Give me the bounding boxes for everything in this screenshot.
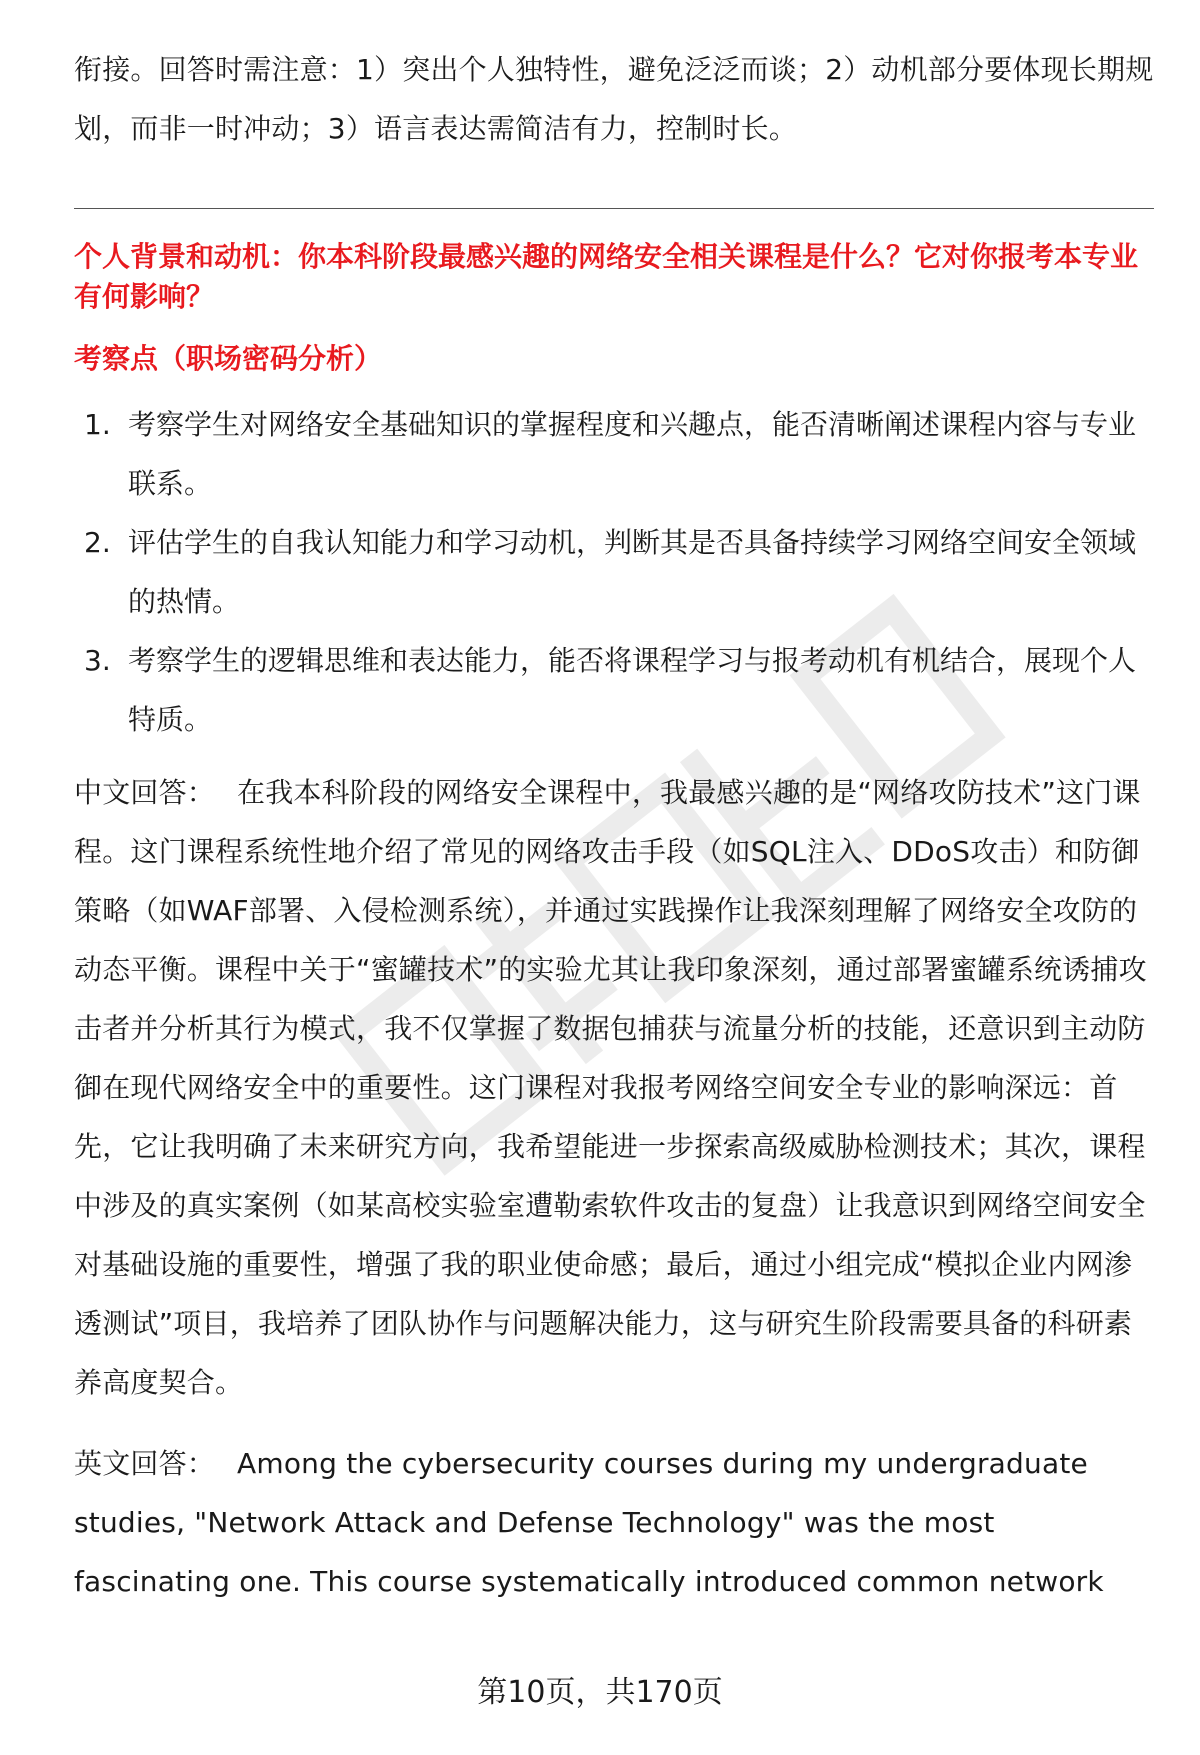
list-item — [74, 395, 1154, 513]
question-heading: 个人背景和动机：你本科阶段最感兴趣的网络安全相关课程是什么？它对你报考本专业有何影响？ — [74, 240, 1139, 313]
answer-chinese — [74, 763, 1154, 1412]
page-footer: 第10页，共170页 — [477, 1675, 723, 1710]
list-item — [74, 513, 1154, 631]
list-item-text: 评估学生的自我认知能力和学习动机，判断其是否具备持续学习网络空间安全领域的热情。 — [128, 526, 1137, 618]
points-list — [74, 395, 1154, 749]
list-item-number: 3. — [84, 644, 111, 677]
list-item — [74, 631, 1154, 749]
answer-english-text: Among the cybersecurity courses during my undergraduate studies, "Network Attack and Defense Technology" was the most fascinating one. This course systematically introduced common network — [74, 1447, 1104, 1598]
answer-chinese-text: 在我本科阶段的网络安全课程中，我最感兴趣的是“网络攻防技术”这门课程。这门课程系统性地介绍了常见的网络攻击手段（如SQL注入、DDoS攻击）和防御策略（如WAF部署、入侵检测系统），并通过实践操作让我深刻理解了网络安全攻防的动态平衡。课程中关于“蜜罐技术”的实验尤其让我印象深刻，通过部署蜜罐系统诱捕攻击者并分析其行为模式，我不仅掌握了数据包捕获与流量分析的技能，还意识到主动防御在现代网络安全中的重要性。这门课程对我报考网络空间安全专业的影响深远：首先，它让我明确了未来研究方向，我希望能进一步探索高级威胁检测技术；其次，课程中涉及的真实案例（如某高校实验室遭勒索软件攻击的复盘）让我意识到网络空间安全对基础设施的重要性，增强了我的职业使命感；最后，通过小组完成“模拟企业内网渗透测试”项目，我培养了团队协作与问题解决能力，这与研究生阶段需要具备的科研素养高度契合。 — [74, 776, 1147, 1399]
list-item-number: 1. — [84, 408, 111, 441]
list-item-text: 考察学生的逻辑思维和表达能力，能否将课程学习与报考动机有机结合，展现个人特质。 — [128, 644, 1137, 736]
list-item-text: 考察学生对网络安全基础知识的掌握程度和兴趣点，能否清晰阐述课程内容与专业联系。 — [128, 408, 1137, 500]
section-title: 考察点（职场密码分析） — [74, 342, 383, 375]
section-divider — [74, 208, 1154, 209]
list-item-number: 2. — [84, 526, 111, 559]
answer-english — [74, 1434, 1154, 1611]
page-content — [74, 40, 1154, 1611]
answer-english-label: 英文回答： — [74, 1447, 216, 1480]
answer-chinese-label: 中文回答： — [74, 776, 216, 809]
continuation-paragraph: 衔接。回答时需注意：1）突出个人独特性，避免泛泛而谈；2）动机部分要体现长期规划，而非一时冲动；3）语言表达需简洁有力，控制时长。 — [74, 53, 1154, 145]
